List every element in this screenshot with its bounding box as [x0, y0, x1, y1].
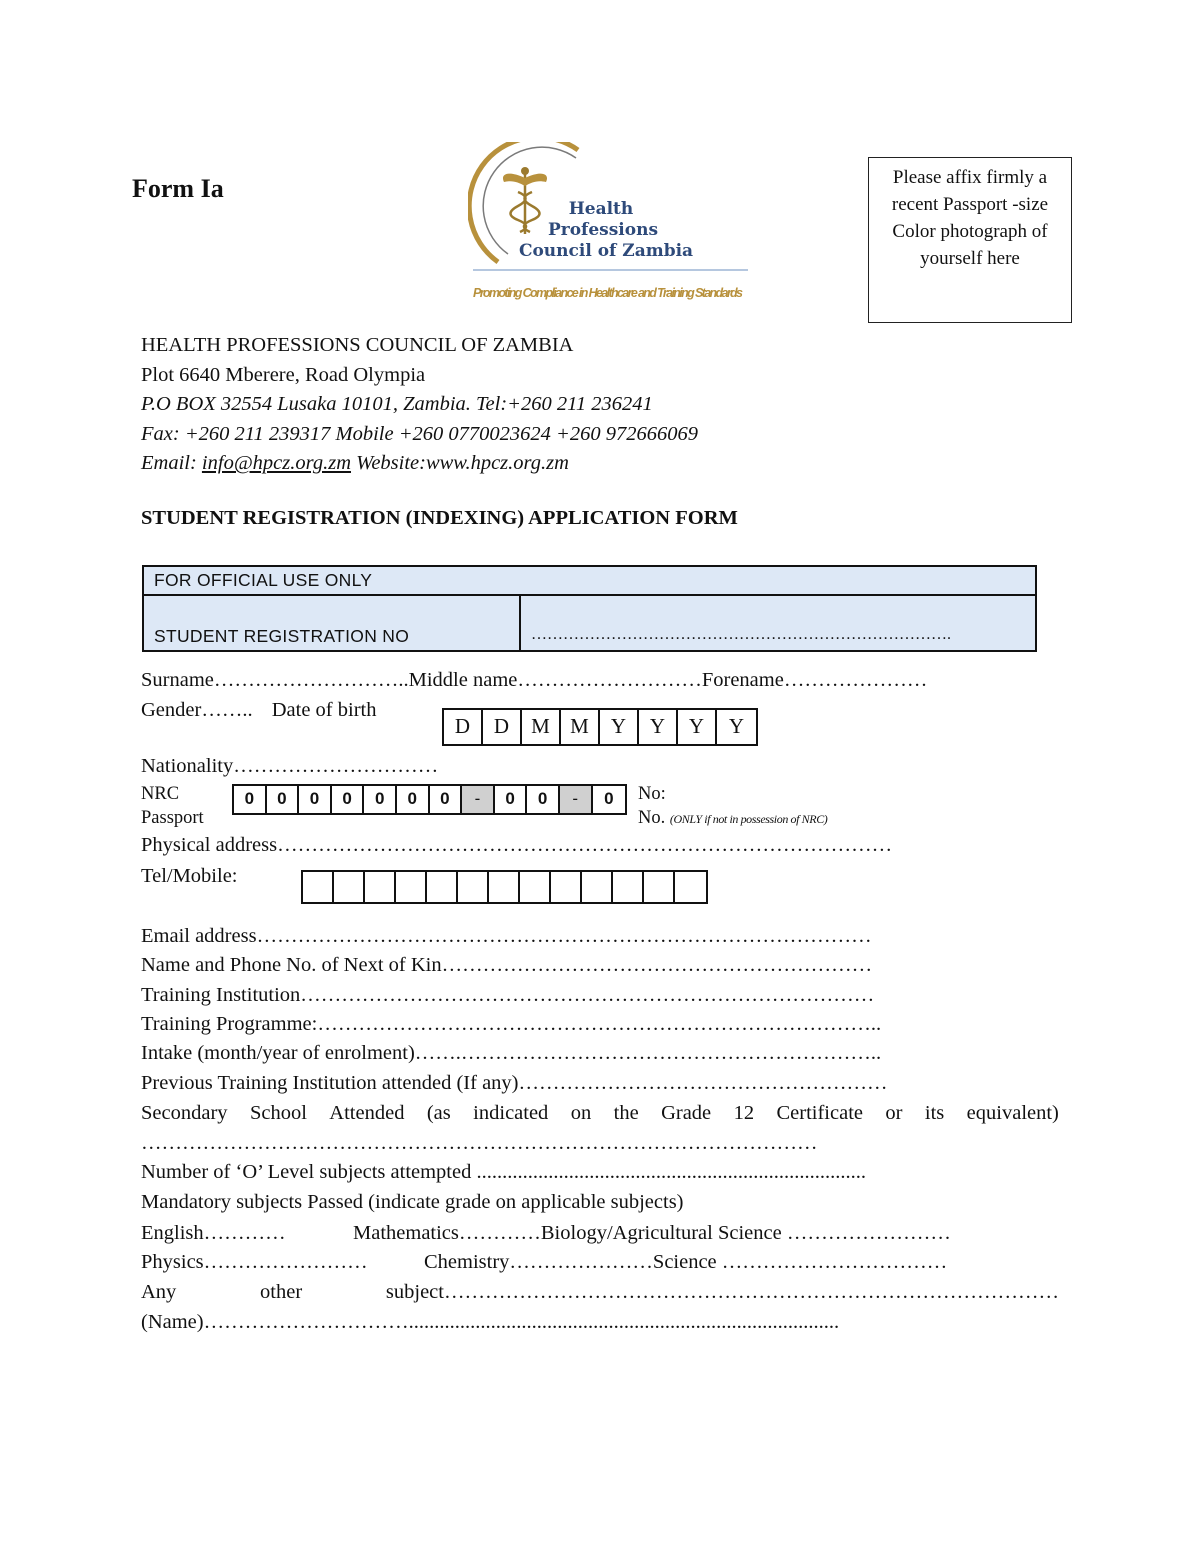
word: indicated — [473, 1102, 549, 1124]
nrc-box[interactable]: 0 — [267, 786, 300, 813]
secondary-school-label — [141, 1102, 1059, 1125]
training-institution-field[interactable]: Training Institution………………………………………………………………………… — [141, 984, 875, 1006]
passport-label: Passport — [141, 808, 204, 828]
tel-box[interactable] — [458, 872, 489, 902]
tel-box[interactable] — [613, 872, 644, 902]
dob-box[interactable]: Y — [639, 710, 678, 744]
logo-emblem-icon — [468, 142, 758, 307]
maths-biology-field[interactable]: Mathematics…………Biology/Agricultural Science …………………… — [353, 1222, 951, 1244]
word: other — [260, 1281, 303, 1303]
tel-box[interactable] — [489, 872, 520, 902]
dob-label: Date of birth — [271, 699, 377, 721]
o-level-field[interactable]: Number of ‘O’ Level subjects attempted ............................................................................ — [141, 1161, 866, 1183]
physical-address-field[interactable]: Physical address……………………………………………………………………………… — [141, 834, 893, 856]
any-other-subject-field[interactable] — [141, 1281, 1059, 1304]
svg-text:Promoting Compliance in Health: Promoting Compliance in Healthcare and Training Standards — [473, 286, 743, 300]
email-field[interactable]: Email address……………………………………………………………………………… — [141, 925, 872, 947]
next-of-kin-field[interactable]: Name and Phone No. of Next of Kin……………………………………………………… — [141, 954, 873, 976]
svg-text:Council of Zambia: Council of Zambia — [518, 241, 694, 261]
word: Attended — [329, 1102, 405, 1124]
plot-address: Plot 6640 Mberere, Road Olympia — [141, 363, 426, 386]
tel-boxes[interactable] — [301, 870, 708, 904]
nrc-boxes[interactable] — [232, 784, 627, 815]
nrc-no-label: No: — [638, 784, 666, 804]
photo-box-line: Please affix firmly a — [892, 167, 1048, 188]
name-line[interactable]: Surname………………………..Middle name………………………Forename………………… — [141, 669, 928, 691]
word: its — [924, 1102, 945, 1124]
passport-note: (ONLY if not in possession of NRC) — [669, 812, 828, 826]
tel-box[interactable] — [427, 872, 458, 902]
dob-box[interactable]: D — [483, 710, 522, 744]
word: Secondary — [141, 1102, 228, 1124]
photo-box-line: recent Passport -size — [891, 194, 1049, 215]
nrc-box[interactable]: 0 — [495, 786, 528, 813]
secondary-school-field[interactable]: ……………………………………………………………………………………… — [141, 1132, 818, 1154]
tel-box[interactable] — [551, 872, 582, 902]
gender-dob-row — [141, 699, 376, 722]
dob-box[interactable]: M — [561, 710, 600, 744]
tel-box[interactable] — [334, 872, 365, 902]
word: 12 — [733, 1102, 755, 1124]
po-box: P.O BOX 32554 Lusaka 10101, Zambia. Tel:+260 211 236241 — [141, 393, 653, 415]
word: School — [249, 1102, 307, 1124]
dob-box[interactable]: M — [522, 710, 561, 744]
photo-box-line: Color photograph of — [892, 221, 1048, 242]
tel-box[interactable] — [365, 872, 396, 902]
physics-field[interactable]: Physics…………………… — [141, 1251, 368, 1273]
passport-no-row — [638, 808, 827, 829]
official-use-header: FOR OFFICIAL USE ONLY — [144, 567, 1035, 596]
word: equivalent) — [966, 1102, 1059, 1124]
tel-box[interactable] — [396, 872, 427, 902]
word: or — [885, 1102, 903, 1124]
photo-box-line: yourself here — [920, 248, 1020, 269]
form-title: STUDENT REGISTRATION (INDEXING) APPLICATION FORM — [141, 507, 738, 529]
tel-box[interactable] — [303, 872, 334, 902]
word: the — [613, 1102, 639, 1124]
mandatory-subjects-label: Mandatory subjects Passed (indicate grade on applicable subjects) — [141, 1191, 684, 1213]
dob-box[interactable]: Y — [678, 710, 717, 744]
nrc-box[interactable]: 0 — [364, 786, 397, 813]
tel-box[interactable] — [520, 872, 551, 902]
nrc-box[interactable]: 0 — [604, 789, 614, 808]
registration-no-field[interactable]: ……………………………………………………………………. — [531, 626, 951, 643]
passport-no-label: No. — [638, 808, 666, 828]
gender-field[interactable]: Gender…….. — [141, 699, 253, 721]
fax-mobile: Fax: +260 211 239317 Mobile +260 0770023624 +260 972666069 — [141, 422, 698, 445]
email-label: Email: — [141, 452, 202, 474]
tel-box[interactable] — [644, 872, 675, 902]
dob-box[interactable]: Y — [728, 714, 745, 738]
dob-box[interactable]: D — [444, 710, 483, 744]
tel-box[interactable] — [675, 872, 706, 902]
tel-box[interactable] — [582, 872, 613, 902]
word: on — [570, 1102, 592, 1124]
svg-text:Health: Health — [568, 199, 634, 219]
previous-institution-field[interactable]: Previous Training Institution attended (If any)……………………………………………… — [141, 1072, 888, 1094]
tel-label: Tel/Mobile: — [141, 865, 238, 887]
email-website — [141, 449, 698, 479]
svg-text:Professions: Professions — [547, 220, 659, 240]
nrc-box[interactable]: 0 — [397, 786, 430, 813]
nrc-box[interactable]: 0 — [527, 786, 560, 813]
nrc-box[interactable]: 0 — [299, 786, 332, 813]
nrc-box[interactable]: 0 — [332, 786, 365, 813]
website-text: Website:www.hpcz.org.zm — [351, 452, 569, 474]
chemistry-science-field[interactable]: Chemistry…………………Science …………………………… — [424, 1251, 948, 1273]
training-programme-field[interactable]: Training Programme:……………………………………………………………………….. — [141, 1013, 882, 1035]
org-name: HEALTH PROFESSIONS COUNCIL OF ZAMBIA — [141, 334, 574, 356]
registration-no-label: STUDENT REGISTRATION NO — [144, 596, 521, 650]
word: Grade — [661, 1102, 712, 1124]
dob-box[interactable]: Y — [600, 710, 639, 744]
official-use-table — [142, 565, 1037, 652]
nrc-label: NRC — [141, 784, 180, 804]
nrc-separator: - — [560, 786, 593, 813]
word: (as — [426, 1102, 451, 1124]
nrc-box[interactable]: 0 — [234, 786, 267, 813]
address-block — [141, 331, 698, 479]
intake-field[interactable]: Intake (month/year of enrolment)…….…………………………………………………….. — [141, 1042, 882, 1064]
nrc-box[interactable]: 0 — [430, 786, 463, 813]
nationality-field[interactable]: Nationality………………………… — [141, 755, 439, 777]
word: Certificate — [776, 1102, 863, 1124]
nrc-separator: - — [462, 786, 495, 813]
form-id: Form Ia — [132, 174, 224, 203]
word: Any — [141, 1281, 177, 1303]
email-link[interactable]: info@hpcz.org.zm — [201, 452, 351, 474]
photo-box[interactable] — [868, 157, 1072, 323]
subject-name-field[interactable]: (Name)………………………….................................................................................... — [141, 1311, 840, 1333]
word: subject……………………………………………………………………………… — [385, 1281, 1059, 1303]
hpcz-logo — [468, 142, 758, 307]
dob-boxes[interactable] — [442, 708, 758, 746]
english-field[interactable]: English………… — [141, 1222, 286, 1244]
